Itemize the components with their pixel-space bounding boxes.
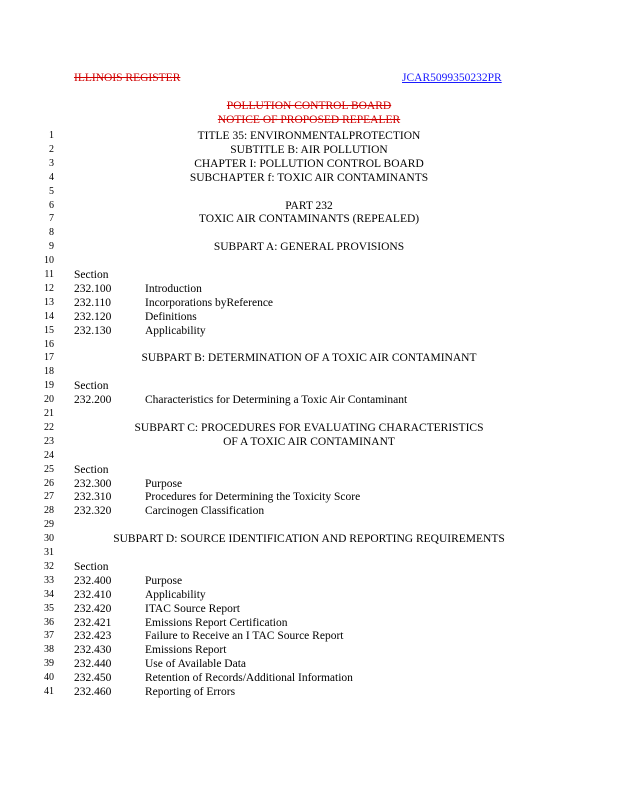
line-number: 40 bbox=[44, 672, 54, 684]
heading-text: TOXIC AIR CONTAMINANTS (REPEALED) bbox=[198, 213, 420, 226]
line-number: 18 bbox=[44, 366, 54, 378]
heading-text: SUBPART A: GENERAL PROVISIONS bbox=[213, 241, 405, 254]
document-line bbox=[0, 518, 618, 532]
section-number: 232.400 bbox=[74, 574, 112, 587]
section-number: 232.421 bbox=[74, 616, 112, 629]
line-number: 23 bbox=[44, 435, 54, 447]
section-title: Introduction bbox=[145, 282, 202, 295]
document-line bbox=[0, 310, 618, 324]
board-title: POLLUTION CONTROL BOARD bbox=[226, 100, 392, 112]
section-number: 232.300 bbox=[74, 477, 112, 490]
document-line bbox=[0, 532, 618, 546]
document-line bbox=[0, 435, 618, 449]
line-number: 7 bbox=[49, 213, 54, 225]
section-title: Emissions Report Certification bbox=[145, 616, 288, 629]
document-line bbox=[0, 477, 618, 491]
line-number: 9 bbox=[49, 241, 54, 253]
heading-text: OF A TOXIC AIR CONTAMINANT bbox=[223, 435, 395, 448]
line-number: 36 bbox=[44, 616, 54, 628]
document-line bbox=[0, 199, 618, 213]
section-number: 232.120 bbox=[74, 310, 112, 323]
line-number: 41 bbox=[44, 686, 54, 697]
document-line bbox=[0, 560, 618, 574]
section-number: 232.450 bbox=[74, 672, 112, 685]
section-number: 232.100 bbox=[74, 282, 112, 295]
line-number: 25 bbox=[44, 463, 54, 475]
section-title: Procedures for Determining the Toxicity Score bbox=[145, 491, 361, 504]
document-line bbox=[0, 296, 618, 310]
line-number: 38 bbox=[44, 644, 54, 656]
document-line bbox=[0, 546, 618, 560]
line-number: 1 bbox=[49, 130, 54, 141]
document-line bbox=[0, 602, 618, 616]
section-title: Purpose bbox=[145, 477, 183, 490]
document-line bbox=[0, 490, 618, 504]
line-number: 28 bbox=[44, 505, 54, 517]
document-line bbox=[0, 268, 618, 282]
section-label: Section bbox=[74, 269, 109, 281]
notice-title: NOTICE OF PROPOSED REPEALER bbox=[217, 114, 401, 126]
heading-text: SUBPART D: SOURCE IDENTIFICATION AND REPORTING REQUIREMENTS bbox=[113, 533, 505, 546]
section-title: Applicability bbox=[145, 588, 206, 601]
document-line bbox=[0, 463, 618, 477]
document-line bbox=[0, 407, 618, 421]
line-number: 17 bbox=[44, 352, 54, 364]
line-number: 26 bbox=[44, 477, 54, 489]
line-number: 19 bbox=[44, 380, 54, 392]
line-number: 8 bbox=[49, 227, 54, 239]
line-number: 12 bbox=[44, 282, 54, 294]
section-number: 232.130 bbox=[74, 324, 112, 337]
document-line bbox=[0, 685, 618, 699]
line-number: 11 bbox=[44, 269, 54, 280]
document-line bbox=[0, 449, 618, 463]
jcar-code-link[interactable]: JCAR5099350232PR bbox=[402, 72, 502, 84]
document-line bbox=[0, 574, 618, 588]
section-label: Section bbox=[74, 380, 109, 393]
document-line bbox=[0, 379, 618, 393]
section-number: 232.410 bbox=[74, 588, 112, 601]
document-line bbox=[0, 185, 618, 199]
heading-text: TITLE 35: ENVIRONMENTALPROTECTION bbox=[197, 130, 421, 142]
document-line bbox=[0, 421, 618, 435]
section-number: 232.420 bbox=[74, 602, 112, 615]
line-number: 20 bbox=[44, 394, 54, 406]
heading-text: CHAPTER I: POLLUTION CONTROL BOARD bbox=[194, 157, 424, 170]
heading-text: SUBPART C: PROCEDURES FOR EVALUATING CHARACTERISTICS bbox=[134, 421, 484, 434]
document-line bbox=[0, 643, 618, 657]
line-number: 16 bbox=[44, 338, 54, 350]
document-line bbox=[0, 157, 618, 171]
line-number: 6 bbox=[49, 199, 54, 211]
line-number: 14 bbox=[44, 310, 54, 322]
document-line bbox=[0, 393, 618, 407]
section-number: 232.310 bbox=[74, 491, 112, 504]
line-number: 29 bbox=[44, 519, 54, 531]
document-line bbox=[0, 671, 618, 685]
section-number: 232.423 bbox=[74, 630, 112, 643]
line-number: 33 bbox=[44, 574, 54, 586]
line-number: 4 bbox=[49, 171, 54, 183]
document-line bbox=[0, 629, 618, 643]
heading-text: SUBPART B: DETERMINATION OF A TOXIC AIR CONTAMINANT bbox=[141, 352, 477, 365]
section-title: Failure to Receive an I TAC Source Report bbox=[145, 630, 344, 643]
section-number: 232.460 bbox=[74, 686, 112, 698]
section-title: Applicability bbox=[145, 324, 206, 337]
document-line bbox=[0, 240, 618, 254]
line-number: 39 bbox=[44, 658, 54, 670]
section-title: Retention of Records/Additional Information bbox=[145, 672, 353, 685]
section-number: 232.430 bbox=[74, 644, 112, 657]
line-number: 35 bbox=[44, 602, 54, 614]
register-header: ILLINOIS REGISTER bbox=[74, 72, 181, 84]
section-title: Incorporations byReference bbox=[145, 296, 274, 309]
section-title: Reporting of Errors bbox=[145, 686, 236, 698]
document-line bbox=[0, 657, 618, 671]
document-line bbox=[0, 338, 618, 352]
document-line bbox=[0, 129, 618, 143]
section-label: Section bbox=[74, 463, 109, 476]
line-number: 5 bbox=[49, 185, 54, 197]
line-number: 31 bbox=[44, 547, 54, 558]
line-number: 2 bbox=[49, 143, 54, 155]
document-line bbox=[0, 324, 618, 338]
section-number: 232.440 bbox=[74, 658, 112, 671]
section-title: ITAC Source Report bbox=[145, 602, 240, 615]
heading-text: SUBCHAPTER f: TOXIC AIR CONTAMINANTS bbox=[189, 171, 429, 184]
line-number: 10 bbox=[44, 255, 54, 267]
section-number: 232.200 bbox=[74, 394, 112, 407]
section-title: Carcinogen Classification bbox=[145, 505, 265, 518]
section-label: Section bbox=[74, 560, 109, 573]
line-number: 15 bbox=[44, 324, 54, 336]
document-line bbox=[0, 365, 618, 379]
line-number: 21 bbox=[44, 408, 54, 419]
line-number: 30 bbox=[44, 533, 54, 545]
section-title: Use of Available Data bbox=[145, 658, 247, 671]
document-line bbox=[0, 616, 618, 630]
line-number: 34 bbox=[44, 588, 54, 600]
document-line bbox=[0, 351, 618, 365]
line-number: 3 bbox=[49, 157, 54, 169]
heading-text: PART 232 bbox=[285, 199, 333, 212]
section-title: Emissions Report bbox=[145, 644, 227, 657]
line-number: 27 bbox=[44, 491, 54, 503]
line-number: 22 bbox=[44, 421, 54, 433]
document-line bbox=[0, 504, 618, 518]
document-line bbox=[0, 254, 618, 268]
line-number: 37 bbox=[44, 630, 54, 642]
document-line bbox=[0, 143, 618, 157]
document-line bbox=[0, 226, 618, 240]
section-number: 232.110 bbox=[74, 296, 111, 309]
document-line bbox=[0, 212, 618, 226]
section-title: Purpose bbox=[145, 574, 183, 587]
document-line bbox=[0, 171, 618, 185]
section-title: Definitions bbox=[145, 310, 197, 323]
line-number: 32 bbox=[44, 560, 54, 572]
section-number: 232.320 bbox=[74, 505, 112, 518]
document-line bbox=[0, 282, 618, 296]
line-number: 24 bbox=[44, 449, 54, 461]
heading-text: SUBTITLE B: AIR POLLUTION bbox=[230, 143, 388, 156]
line-number: 13 bbox=[44, 296, 54, 308]
section-title: Characteristics for Determining a Toxic Air Contaminant bbox=[145, 394, 408, 407]
document-line bbox=[0, 588, 618, 602]
